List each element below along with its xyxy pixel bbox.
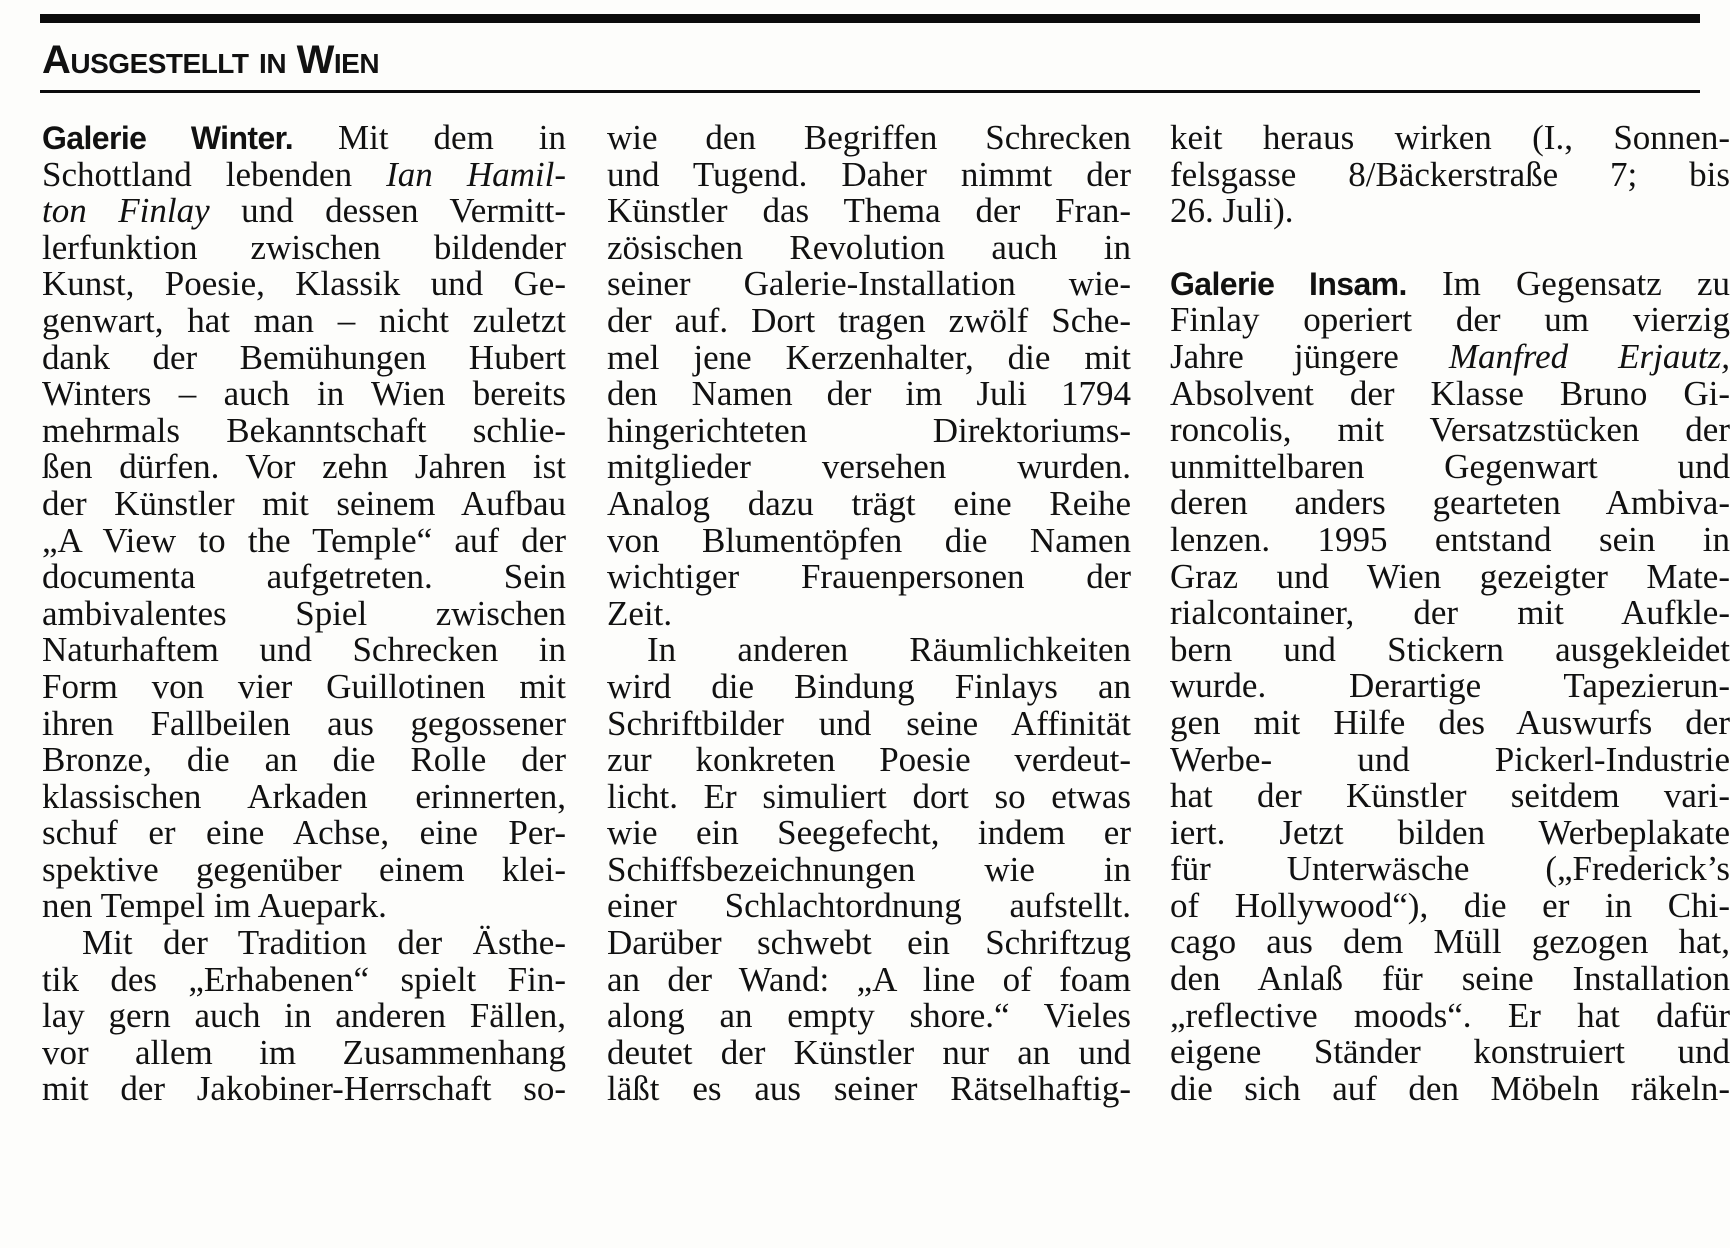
artist-name: Manfred Erjautz, [1448, 336, 1730, 376]
text-line [607, 520, 1131, 560]
text-run: dank der Bemühungen Hubert [42, 337, 566, 377]
text-line [42, 888, 566, 925]
text-run: mitglieder versehen wurden. [607, 447, 1131, 487]
text-line [607, 410, 1131, 450]
text-line [607, 300, 1131, 340]
text-run: Analog dazu trägt eine Reihe [607, 483, 1131, 523]
text-line [607, 815, 1131, 852]
text-run: Form von vier Guillotinen mit [42, 666, 566, 706]
text-run: ihren Fallbeilen aus gegossener [42, 703, 566, 743]
article-column-2 [607, 120, 1131, 1220]
text-line [1170, 263, 1730, 303]
text-run: deren anders gearteten Ambiva- [1170, 483, 1730, 523]
text-line [607, 449, 1131, 486]
text-run: tik des „Erhabenen“ spielt Fin- [42, 959, 566, 999]
text-run: unmittelbaren Gegenwart und [1170, 446, 1730, 486]
text-line [607, 632, 1131, 669]
text-line [42, 337, 566, 377]
text-run: wurde. Derartige Tapezierun- [1170, 666, 1730, 706]
text-run: wie den Begriffen Schrecken [607, 118, 1131, 157]
text-line [607, 483, 1131, 523]
text-line [1170, 519, 1730, 559]
text-run: der Künstler mit seinem Aufbau [42, 483, 566, 523]
text-run: von Blumentöpfen die Namen [607, 520, 1131, 560]
text-line [42, 776, 566, 816]
text-run: deutet der Künstler nur an und [607, 1032, 1131, 1072]
text-run: lenzen. 1995 entstand sein in [1170, 519, 1730, 559]
text-run: roncolis, mit Versatzstücken der [1170, 410, 1730, 450]
text-line [42, 742, 566, 779]
text-line [1170, 812, 1730, 852]
article-column-1 [42, 120, 566, 1220]
text-line [1170, 851, 1730, 888]
headline: Ausgestellt in Wien [42, 38, 380, 82]
text-line [607, 193, 1131, 230]
text-run: die sich auf den Möbeln räkeln- [1170, 1068, 1730, 1108]
text-line [1170, 995, 1730, 1035]
text-run: Schottland lebenden [42, 154, 387, 194]
text-line [42, 1071, 566, 1108]
text-run: „reflective moods“. Er hat dafür [1170, 995, 1730, 1035]
text-run: mehrmals Bekanntschaft schlie- [42, 410, 566, 450]
text-run: vor allem im Zusammenhang [42, 1032, 566, 1072]
text-line [607, 1032, 1131, 1072]
text-line [607, 154, 1131, 194]
text-run: of Hollywood“), die er in Chi- [1170, 885, 1730, 925]
text-run: Graz und Wien gezeigter Mate- [1170, 556, 1730, 596]
text-line [607, 376, 1131, 413]
text-line [42, 1032, 566, 1072]
text-line [42, 559, 566, 596]
text-line [607, 559, 1131, 596]
text-line [607, 849, 1131, 889]
text-line [42, 632, 566, 669]
text-line [607, 998, 1131, 1035]
text-line [1170, 485, 1730, 522]
text-run: und Tugend. Daher nimmt der [607, 154, 1131, 194]
text-line [607, 888, 1131, 925]
text-line [1170, 373, 1730, 413]
text-run: lerfunktion zwischen bildender [42, 227, 566, 267]
text-run: seiner Galerie-Installation wie- [607, 264, 1131, 304]
text-run: Zeit. [607, 593, 673, 633]
text-line [1170, 778, 1730, 815]
text-run: „A View to the Temple“ auf der [42, 520, 566, 560]
text-line [607, 266, 1131, 303]
text-run: den Namen der im Juli 1794 [607, 374, 1131, 414]
text-run: Naturhaftem und Schrecken in [42, 630, 566, 670]
text-run: lay gern auch in anderen Fällen, [42, 996, 566, 1036]
article-column-3 [1170, 120, 1730, 1220]
text-run: nen Tempel im Auepark. [42, 886, 387, 926]
text-run: iert. Jetzt bilden Werbeplakate [1170, 812, 1730, 852]
text-run: documenta aufgetreten. Sein [42, 557, 566, 597]
text-line [1170, 1068, 1730, 1108]
text-line [1170, 1034, 1730, 1071]
text-line [42, 449, 566, 486]
text-run: gen mit Hilfe des Auswurfs der [1170, 702, 1730, 742]
text-run: rialcontainer, der mit Aufkle- [1170, 593, 1730, 633]
text-run: Bronze, die an die Rolle der [42, 740, 566, 780]
text-run: wichtiger Frauenpersonen der [607, 557, 1131, 597]
text-line [1170, 302, 1730, 339]
text-run: keit heraus wirken (I., Sonnen- [1170, 118, 1730, 157]
text-run: genwart, hat man – nicht zuletzt [42, 300, 566, 340]
text-run: klassischen Arkaden erinnerten, [42, 776, 566, 816]
text-run: Künstler das Thema der Fran- [607, 191, 1131, 231]
text-line [607, 925, 1131, 962]
text-line [607, 666, 1131, 706]
text-run: an der Wand: „A line of foam [607, 959, 1131, 999]
text-run: licht. Er simuliert dort so etwas [607, 776, 1131, 816]
text-line [607, 120, 1131, 157]
text-line [1170, 924, 1730, 961]
text-line [1170, 668, 1730, 705]
text-line [1170, 446, 1730, 486]
text-line [42, 154, 566, 194]
text-run: wie ein Seegefecht, indem er [607, 813, 1131, 853]
headline-rule [40, 90, 1700, 93]
text-line [42, 300, 566, 340]
text-line [1170, 961, 1730, 998]
text-run: ambivalentes Spiel zwischen [42, 593, 566, 633]
text-run: den Anlaß für seine Installation [1170, 959, 1730, 999]
text-run: Kunst, Poesie, Klassik und Ge- [42, 264, 566, 304]
text-run: Schiffsbezeichnungen wie in [607, 849, 1131, 889]
text-line [42, 849, 566, 889]
text-line [42, 520, 566, 560]
text-run: spektive gegenüber einem klei- [42, 849, 566, 889]
text-line [42, 266, 566, 303]
text-line [1170, 336, 1730, 376]
text-line [1170, 702, 1730, 742]
text-line [42, 998, 566, 1035]
text-run: läßt es aus seiner Rätselhaftig- [607, 1069, 1131, 1109]
text-run: Mit der Tradition der Ästhe- [82, 923, 566, 963]
text-line [607, 776, 1131, 816]
text-run: Jahre jüngere [1170, 336, 1449, 376]
text-line [42, 193, 566, 230]
text-line [1170, 193, 1730, 230]
text-run: Finlay operiert der um vierzig [1170, 300, 1730, 340]
text-run: Winters – auch in Wien bereits [42, 374, 566, 414]
text-line [607, 703, 1131, 743]
text-line [607, 227, 1131, 267]
text-line [607, 742, 1131, 779]
text-line [607, 959, 1131, 999]
text-run: mit der Jakobiner-Herrschaft so- [42, 1069, 566, 1109]
text-line [607, 593, 1131, 633]
text-run: und dessen Vermitt- [209, 191, 566, 231]
text-line [1170, 885, 1730, 925]
text-line [1170, 412, 1730, 449]
text-line [42, 703, 566, 743]
text-line [42, 376, 566, 413]
text-line [42, 120, 566, 157]
text-line [1170, 595, 1730, 632]
text-line [607, 337, 1131, 377]
text-line [607, 1071, 1131, 1108]
text-line [42, 959, 566, 999]
text-run: wird die Bindung Finlays an [607, 666, 1131, 706]
text-run: zur konkreten Poesie verdeut- [607, 740, 1131, 780]
text-run: Schriftbilder und seine Affinität [607, 703, 1131, 743]
text-run: In anderen Räumlichkeiten [647, 630, 1131, 670]
text-line [42, 925, 566, 962]
text-run: schuf er eine Achse, eine Per- [42, 813, 566, 853]
text-run: mel jene Kerzenhalter, die mit [607, 337, 1131, 377]
text-run: Mit dem in [293, 118, 566, 157]
text-line [42, 666, 566, 706]
text-run: ßen dürfen. Vor zehn Jahren ist [42, 447, 566, 487]
text-line [1170, 739, 1730, 779]
text-run: hat der Künstler seitdem vari- [1170, 776, 1730, 816]
text-line [1170, 556, 1730, 596]
artist-name: ton Finlay [42, 191, 210, 231]
artist-name: Ian Hamil- [386, 154, 566, 194]
top-rule [40, 14, 1700, 23]
text-run: zösischen Revolution auch in [607, 227, 1131, 267]
text-line [42, 483, 566, 523]
text-run: along an empty shore.“ Vieles [607, 996, 1131, 1036]
text-run: Werbe- und Pickerl-Industrie [1170, 739, 1730, 779]
text-run: 26. Juli). [1170, 191, 1294, 231]
text-line [42, 410, 566, 450]
text-run: hingerichteten Direktoriums- [607, 410, 1131, 450]
text-run: Im Gegensatz zu [1406, 263, 1730, 303]
text-line [1170, 154, 1730, 194]
text-line [1170, 120, 1730, 157]
text-run: der auf. Dort tragen zwölf Sche- [607, 300, 1131, 340]
paragraph-gap [1170, 230, 1730, 266]
text-line [42, 593, 566, 633]
text-run: für Unterwäsche („Frederick’s [1170, 849, 1730, 889]
text-line [42, 227, 566, 267]
text-run: bern und Stickern ausgekleidet [1170, 629, 1730, 669]
gallery-name: Galerie Winter. [42, 120, 294, 156]
gallery-name: Galerie Insam. [1170, 265, 1407, 302]
text-line [1170, 629, 1730, 669]
text-run: felsgasse 8/Bäckerstraße 7; bis [1170, 154, 1730, 194]
text-run: Darüber schwebt ein Schriftzug [607, 923, 1131, 963]
text-run: cago aus dem Müll gezogen hat, [1170, 922, 1730, 962]
text-run: Absolvent der Klasse Bruno Gi- [1170, 373, 1730, 413]
text-run: einer Schlachtordnung aufstellt. [607, 886, 1131, 926]
text-line [42, 815, 566, 852]
text-run: eigene Ständer konstruiert und [1170, 1032, 1730, 1072]
